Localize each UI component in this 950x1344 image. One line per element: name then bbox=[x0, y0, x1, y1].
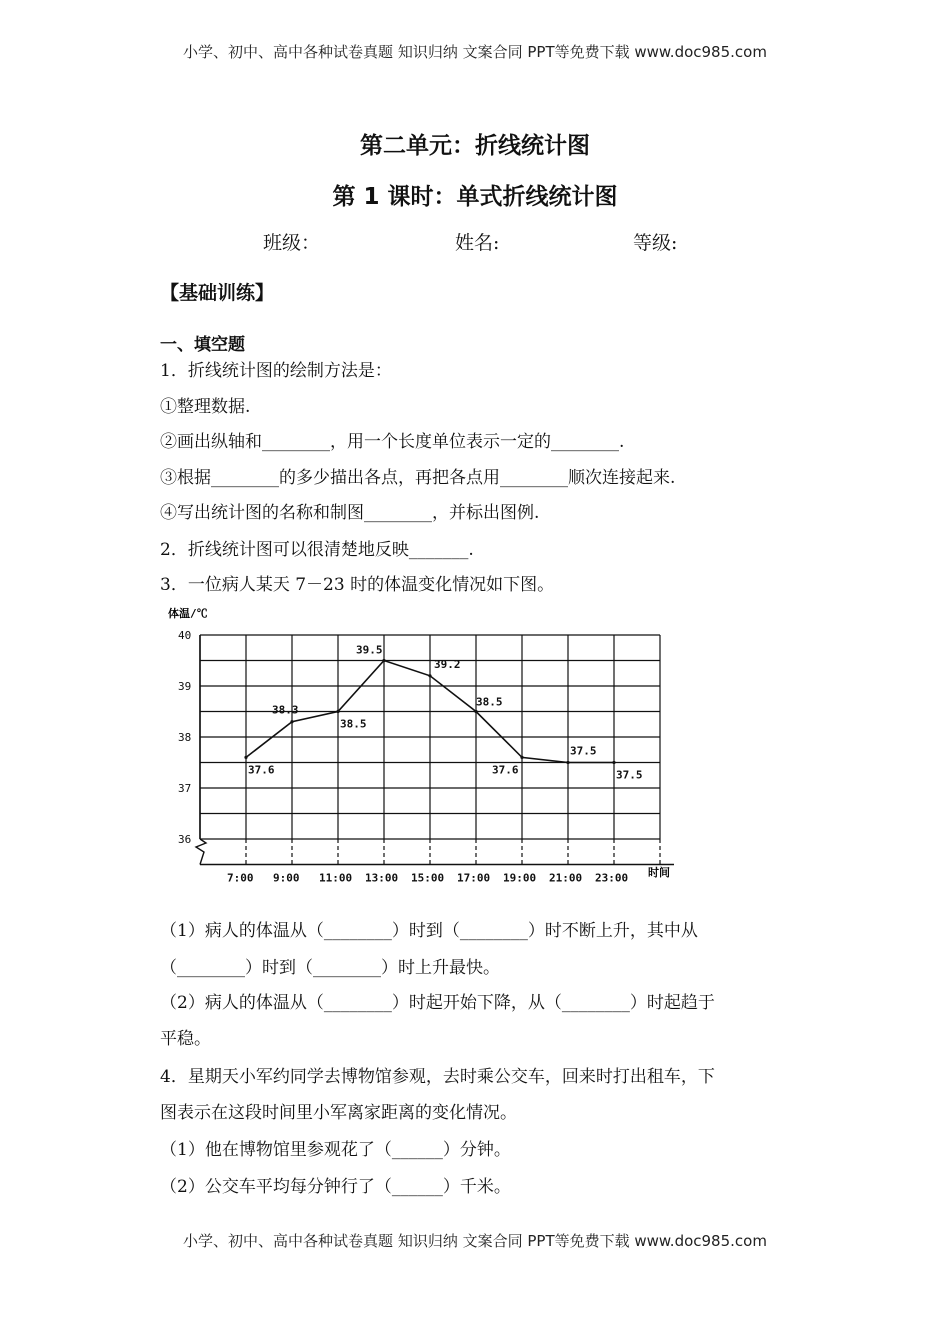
x-axis-label: 时间 bbox=[648, 866, 670, 879]
question-line: （________）时到（________）时上升最快。 bbox=[160, 958, 500, 978]
data-point bbox=[566, 761, 569, 764]
question-line: （1）病人的体温从（________）时到（________）时不断上升，其中从 bbox=[160, 921, 698, 941]
y-tick-label: 37 bbox=[178, 782, 192, 795]
x-tick-label: 9:00 bbox=[273, 871, 300, 885]
x-tick-label: 13:00 bbox=[365, 871, 399, 885]
data-label: 38.3 bbox=[272, 703, 299, 717]
part-heading: 一、填空题 bbox=[160, 335, 245, 355]
page-header: 小学、初中、高中各种试卷真题 知识归纳 文案合同 PPT等免费下载 www.doc985.com bbox=[183, 43, 767, 61]
y-axis-label: 体温/℃ bbox=[168, 607, 208, 620]
data-point bbox=[336, 710, 339, 713]
y-tick-label: 40 bbox=[178, 629, 192, 642]
question-line: 图表示在这段时间里小军离家距离的变化情况。 bbox=[160, 1103, 517, 1123]
data-point bbox=[382, 659, 385, 662]
x-tick-label: 15:00 bbox=[411, 871, 445, 885]
page-footer: 小学、初中、高中各种试卷真题 知识归纳 文案合同 PPT等免费下载 www.doc985.com bbox=[183, 1232, 767, 1250]
data-label: 37.6 bbox=[248, 763, 275, 777]
data-point bbox=[290, 720, 293, 723]
question-line: （2）公交车平均每分钟行了（______）千米。 bbox=[160, 1177, 511, 1197]
x-tick-label: 17:00 bbox=[457, 871, 491, 885]
class-label: 班级： bbox=[263, 232, 321, 254]
question-line: ④写出统计图的名称和制图________，并标出图例. bbox=[160, 503, 540, 523]
x-tick-label: 21:00 bbox=[549, 871, 583, 885]
data-point bbox=[428, 674, 431, 677]
x-tick-label: 23:00 bbox=[595, 871, 629, 885]
data-label: 38.5 bbox=[340, 717, 367, 731]
data-label: 37.5 bbox=[570, 744, 597, 758]
question-line: 1．折线统计图的绘制方法是： bbox=[160, 361, 392, 381]
name-label: 姓名: bbox=[455, 232, 500, 254]
question-line: 4．星期天小军约同学去博物馆参观，去时乘公交车，回来时打出租车，下 bbox=[160, 1067, 715, 1087]
axis-break-icon bbox=[196, 839, 206, 865]
data-point bbox=[244, 756, 247, 759]
question-line: 平稳。 bbox=[160, 1029, 211, 1049]
lesson-title: 第 1 课时：单式折线统计图 bbox=[332, 184, 618, 210]
chart-series bbox=[244, 644, 642, 782]
unit-title: 第二单元：折线统计图 bbox=[360, 133, 590, 159]
data-point bbox=[520, 756, 523, 759]
y-tick-label: 36 bbox=[178, 833, 192, 846]
question-line: ③根据________的多少描出各点，再把各点用________顺次连接起来. bbox=[160, 468, 676, 488]
data-point bbox=[612, 761, 615, 764]
y-tick-label: 39 bbox=[178, 680, 192, 693]
data-label: 39.5 bbox=[356, 643, 383, 657]
x-tick-label: 11:00 bbox=[319, 871, 353, 885]
data-point bbox=[474, 710, 477, 713]
section-heading: 【基础训练】 bbox=[160, 282, 275, 304]
y-tick-label: 38 bbox=[178, 731, 192, 744]
data-label: 39.2 bbox=[434, 657, 461, 671]
question-line: ①整理数据. bbox=[160, 397, 251, 417]
data-label: 37.5 bbox=[616, 768, 643, 782]
question-line: （2）病人的体温从（________）时起开始下降，从（________）时起趋于 bbox=[160, 993, 715, 1013]
x-tick-label: 7:00 bbox=[227, 871, 254, 885]
question-line: （1）他在博物馆里参观花了（______）分钟。 bbox=[160, 1140, 511, 1160]
data-label: 38.5 bbox=[476, 695, 503, 709]
grade-label: 等级: bbox=[633, 232, 678, 254]
question-line: 2．折线统计图可以很清楚地反映_______. bbox=[160, 540, 474, 560]
question-line: 3．一位病人某天 7－23 时的体温变化情况如下图。 bbox=[160, 575, 555, 595]
data-label: 37.6 bbox=[492, 763, 519, 777]
question-line: ②画出纵轴和________，用一个长度单位表示一定的________. bbox=[160, 432, 625, 452]
x-tick-label: 19:00 bbox=[503, 871, 537, 885]
temperature-line-chart bbox=[160, 598, 680, 888]
